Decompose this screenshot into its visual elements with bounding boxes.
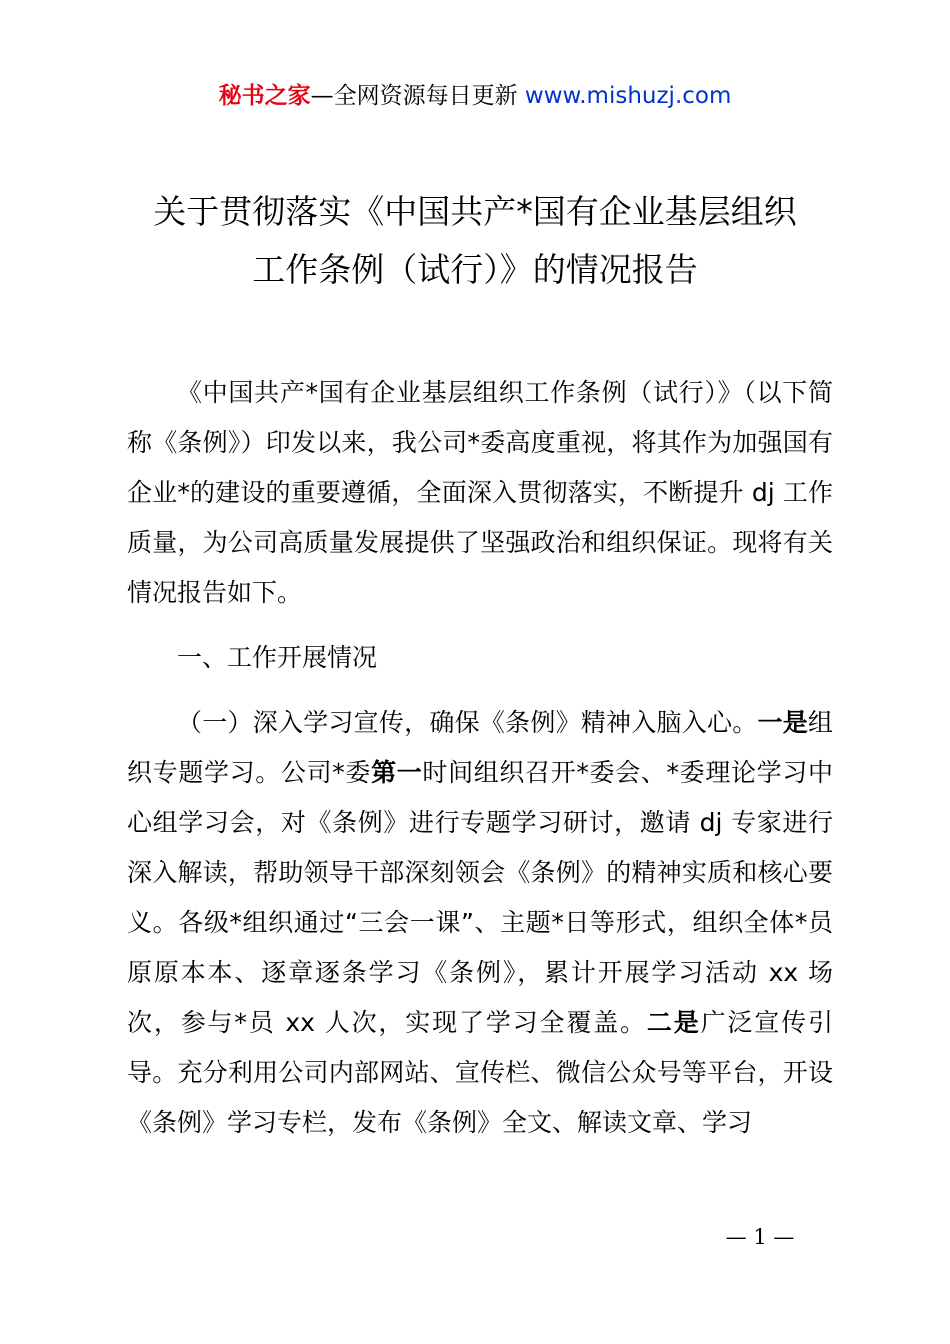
page-number: — 1 — [725,1225,795,1249]
title-line-1: 关于贯彻落实《中国共产*国有企业基层组织 [153,192,797,231]
point-1-bold-inline: 第一 [371,758,423,787]
document-title [0,183,950,299]
point-2-text: 广泛宣传引导。充分利用公司内部网站、宣传栏、微信公众号等平台，开设《条例》学习专栏，发布《条例》全文、解读文章、学习 [127,1008,833,1137]
section-1-heading: 一、工作开展情况 [177,643,378,672]
site-brand: 秘书之家 [218,83,311,109]
title-line-2: 工作条例（试行）》的情况报告 [252,250,698,289]
point-2-label: 二是 [646,1008,701,1037]
point-1-label: 一是 [757,708,808,737]
site-header [0,80,950,112]
point-1-text: 时间组织召开*委会、*委理论学习中心组学习会，对《条例》进行专题学习研讨，邀请 dj 专家进行深入解读，帮助领导干部深刻领会《条例》的精神实质和核心要义。各级*组织通过“三会一课”、主题*日等形式，组织全体*员原原本本、逐章逐条学习《条例》，累计开展学习活动 xx 场次，参与*员 xx 人次，实现了学习全覆盖。 [127,758,833,1037]
document-body [127,368,833,1163]
site-tagline: —全网资源每日更新 [310,83,518,109]
section-1-1-paragraph [127,698,833,1148]
section-1-1-heading: （一）深入学习宣传，确保《条例》精神入脑入心。 [177,708,758,737]
site-url[interactable]: www.mishuzj.com [524,83,732,109]
intro-paragraph: 《中国共产*国有企业基层组织工作条例（试行）》（以下简称《条例》）印发以来，我公司*委高度重视，将其作为加强国有企业*的建设的重要遵循，全面深入贯彻落实，不断提升 dj 工作质量，为公司高质量发展提供了坚强政治和组织保证。现将有关情况报告如下。 [127,378,833,607]
point-1-lead: 组织专题学习。公司*委 [127,708,833,787]
